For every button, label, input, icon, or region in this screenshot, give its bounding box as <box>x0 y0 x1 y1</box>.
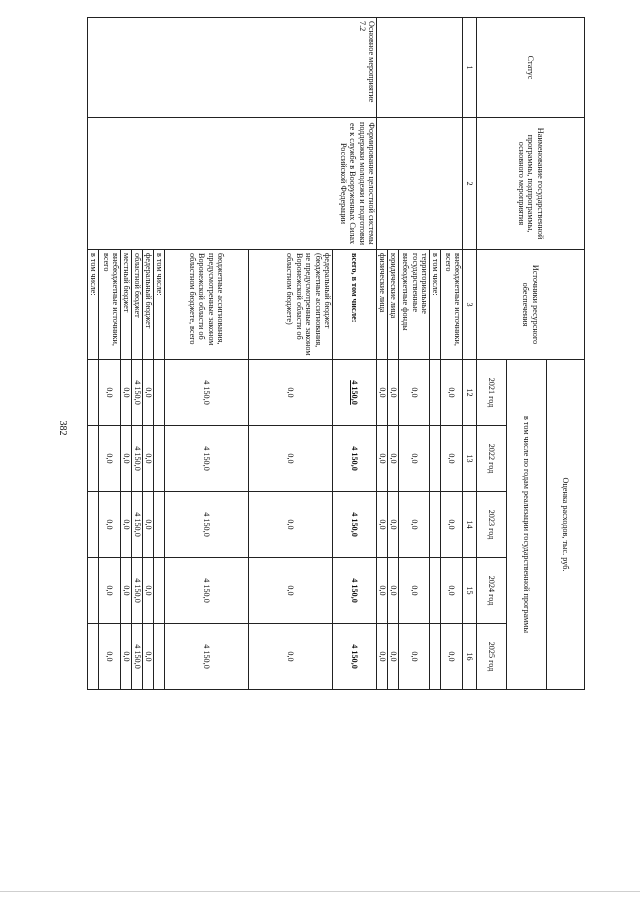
value-cell: 0,0 <box>399 558 430 624</box>
measure-name: Формирование целостной системы поддержки молодежи и подготовки ее к службе в Вооруженных Силах Российской Федерации <box>88 118 377 250</box>
value-cell: 0,0 <box>121 624 132 690</box>
value-cell: 0,0 <box>441 426 463 492</box>
status-cell-empty <box>377 18 463 118</box>
source-cell: всего, в том числе: <box>333 250 377 360</box>
value-cell <box>430 492 441 558</box>
value-cell <box>154 360 165 426</box>
value-cell <box>154 624 165 690</box>
value-cell: 4 150,0 <box>132 360 143 426</box>
value-cell: 0,0 <box>441 624 463 690</box>
value-cell: 0,0 <box>388 624 399 690</box>
value-cell: 4 150,0 <box>132 558 143 624</box>
value-cell: 0,0 <box>249 624 333 690</box>
source-cell: в том числе: <box>430 250 441 360</box>
value-cell: 4 150,0 <box>333 624 377 690</box>
value-cell: 0,0 <box>377 624 388 690</box>
value-cell: 0,0 <box>399 492 430 558</box>
header-year: 2024 год <box>477 558 507 624</box>
value-cell <box>88 624 99 690</box>
value-cell: 0,0 <box>249 360 333 426</box>
header-estimate: Оценка расходов, тыс. руб. <box>547 360 585 690</box>
source-cell: внебюджетные источники, всего <box>99 250 121 360</box>
source-cell: внебюджетные источники, всего <box>441 250 463 360</box>
value-cell: 0,0 <box>121 426 132 492</box>
value-cell <box>88 558 99 624</box>
col-number: 16 <box>463 624 477 690</box>
value-cell <box>430 624 441 690</box>
value-cell: 0,0 <box>143 558 154 624</box>
col-number: 14 <box>463 492 477 558</box>
source-cell: территориальные государственные внебюджетные фонды <box>399 250 430 360</box>
col-number: 13 <box>463 426 477 492</box>
value-cell: 4 150,0 <box>333 360 377 426</box>
col-number: 12 <box>463 360 477 426</box>
value-cell <box>88 492 99 558</box>
value-cell: 0,0 <box>143 624 154 690</box>
value-cell: 4 150,0 <box>165 624 249 690</box>
value-cell: 4 150,0 <box>165 426 249 492</box>
value-cell: 0,0 <box>441 360 463 426</box>
value-cell: 0,0 <box>399 624 430 690</box>
value-cell: 0,0 <box>99 426 121 492</box>
source-cell: федеральный бюджет (бюджетные ассигнования, не предусмотренные законом Воронежской области об областном бюджете) <box>249 250 333 360</box>
value-cell: 0,0 <box>99 558 121 624</box>
value-cell <box>154 558 165 624</box>
source-cell: в том числе: <box>154 250 165 360</box>
value-cell: 0,0 <box>388 360 399 426</box>
measure-status: Основное мероприятие 7.2 <box>88 18 377 118</box>
source-cell: юридические лица <box>388 250 399 360</box>
source-cell: федеральный бюджет <box>143 250 154 360</box>
value-cell: 0,0 <box>121 558 132 624</box>
header-year: 2023 год <box>477 492 507 558</box>
page-bottom-rule <box>0 891 640 892</box>
source-cell: местный бюджет <box>121 250 132 360</box>
value-cell: 0,0 <box>249 558 333 624</box>
header-year: 2022 год <box>477 426 507 492</box>
value-cell: 0,0 <box>388 426 399 492</box>
value-cell: 0,0 <box>388 492 399 558</box>
header-program-name: Наименование государственной программы, подпрограммы, основного мероприятия <box>477 118 585 250</box>
value-cell: 0,0 <box>99 360 121 426</box>
value-cell: 0,0 <box>143 492 154 558</box>
budget-table-frame <box>87 17 585 690</box>
value-cell <box>88 426 99 492</box>
source-cell: областной бюджет <box>132 250 143 360</box>
value-cell <box>430 558 441 624</box>
page-number: 382 <box>57 420 68 436</box>
value-cell: 0,0 <box>121 492 132 558</box>
header-sources: Источники ресурсного обеспечения <box>477 250 585 360</box>
value-cell: 4 150,0 <box>333 558 377 624</box>
header-by-years: в том числе по годам реализации государственной программы <box>507 360 547 690</box>
header-status: Статус <box>477 18 585 118</box>
budget-table <box>87 17 585 690</box>
value-cell: 4 150,0 <box>132 624 143 690</box>
value-cell: 0,0 <box>388 558 399 624</box>
value-cell: 0,0 <box>249 492 333 558</box>
value-cell: 4 150,0 <box>132 426 143 492</box>
header-year: 2025 год <box>477 624 507 690</box>
value-cell: 4 150,0 <box>132 492 143 558</box>
col-number: 2 <box>463 118 477 250</box>
name-cell-empty <box>377 118 463 250</box>
rotated-page <box>89 0 640 800</box>
col-number: 3 <box>463 250 477 360</box>
value-cell: 0,0 <box>99 624 121 690</box>
col-number: 15 <box>463 558 477 624</box>
value-cell: 0,0 <box>377 492 388 558</box>
source-cell: бюджетные ассигнования, предусмотренные законом Воронежской области об областном бюджете, всего <box>165 250 249 360</box>
value-cell: 4 150,0 <box>333 426 377 492</box>
value-cell: 0,0 <box>441 492 463 558</box>
value-cell <box>430 426 441 492</box>
value-cell: 0,0 <box>399 426 430 492</box>
value-cell: 4 150,0 <box>165 558 249 624</box>
value-cell: 0,0 <box>143 360 154 426</box>
value-cell: 0,0 <box>249 426 333 492</box>
value-cell <box>88 360 99 426</box>
header-year: 2021 год <box>477 360 507 426</box>
value-cell <box>154 492 165 558</box>
value-cell: 4 150,0 <box>333 492 377 558</box>
value-cell: 0,0 <box>399 360 430 426</box>
value-cell <box>154 426 165 492</box>
value-cell: 0,0 <box>377 426 388 492</box>
value-cell: 0,0 <box>377 360 388 426</box>
value-cell: 0,0 <box>377 558 388 624</box>
source-cell: физические лица <box>377 250 388 360</box>
source-cell: в том числе: <box>88 250 99 360</box>
table-row <box>441 18 463 690</box>
value-cell: 0,0 <box>121 360 132 426</box>
value-cell <box>430 360 441 426</box>
col-number: 1 <box>463 18 477 118</box>
table-row <box>333 18 377 690</box>
value-cell: 4 150,0 <box>165 360 249 426</box>
value-cell: 4 150,0 <box>165 492 249 558</box>
value-cell: 0,0 <box>441 558 463 624</box>
value-cell: 0,0 <box>99 492 121 558</box>
value-cell: 0,0 <box>143 426 154 492</box>
